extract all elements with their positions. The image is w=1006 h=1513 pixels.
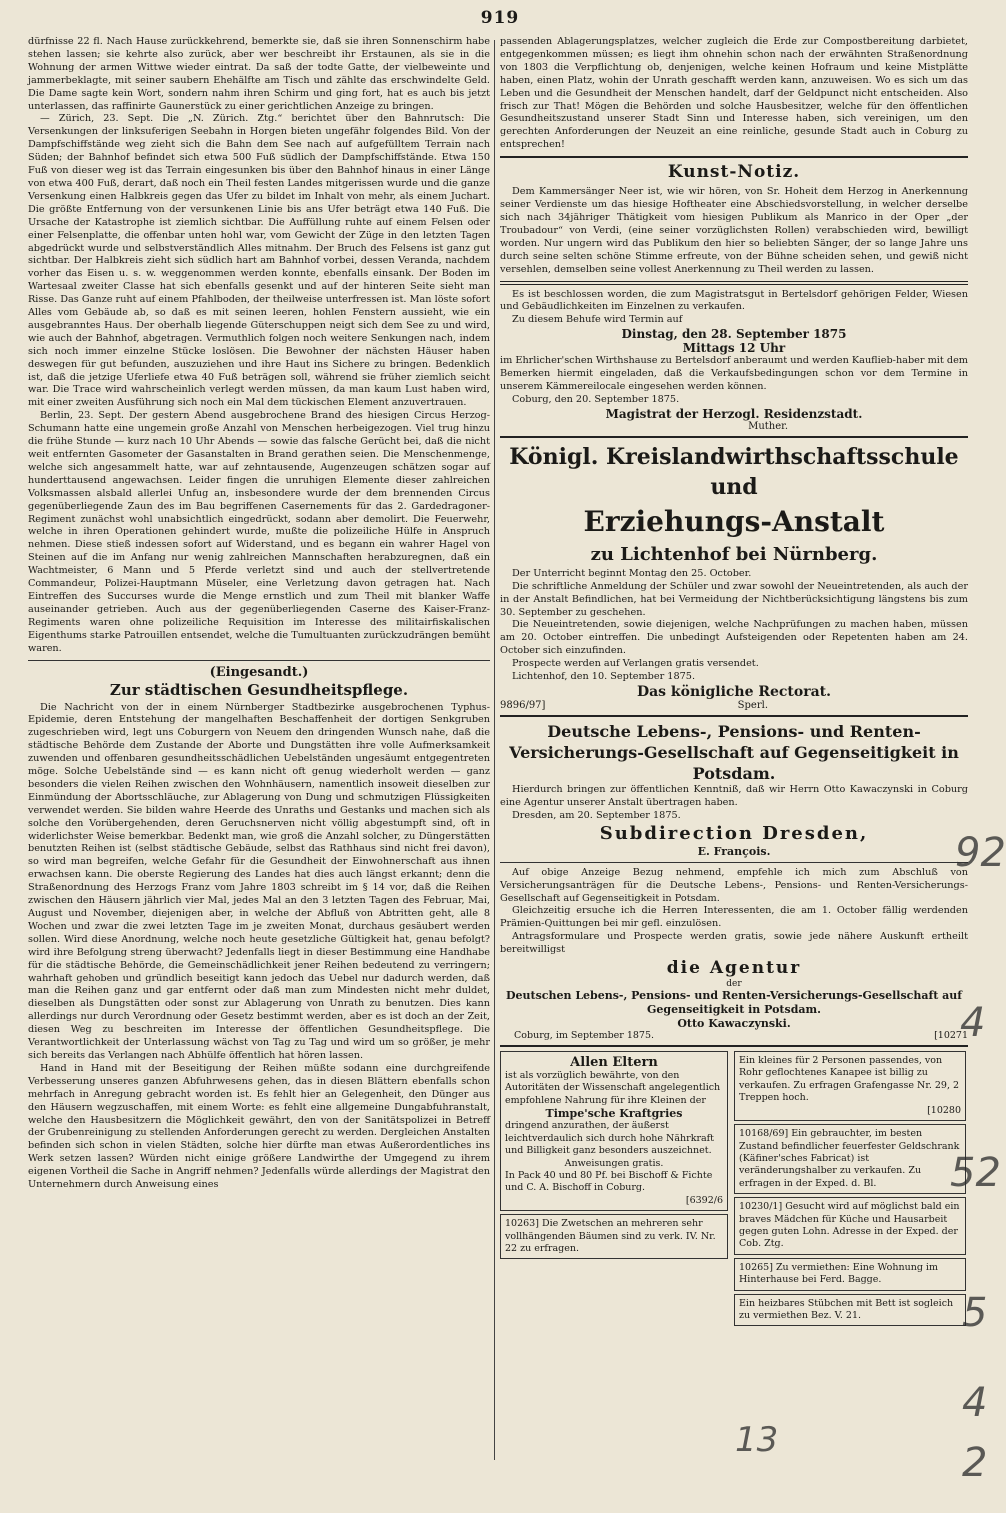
agency-title: die Agentur: [666, 958, 802, 979]
sale-notice-text: Zu diesem Behufe wird Termin auf: [512, 314, 683, 326]
subdirection-title: Subdirection Dresden,: [599, 822, 869, 844]
school-place: Lichtenhof, den 10. September 1875.: [512, 671, 696, 683]
ad-eltern-text3: Anweisungen gratis.: [564, 1157, 664, 1169]
school-signature: Das königliche Rectorat.: [636, 684, 832, 700]
handwritten-mark: 2: [962, 1440, 988, 1486]
school-title-2: Erziehungs-Anstalt: [583, 504, 885, 538]
page-number: 919: [480, 8, 520, 28]
handwritten-mark: 4: [962, 1380, 988, 1426]
agency-place: Coburg, im September 1875.: [514, 1030, 655, 1042]
ad-zwetschen: [500, 1214, 728, 1259]
school-footer: [500, 700, 968, 711]
ad-eltern-text4: In Pack 40 und 80 Pf. bei Bischoff & Fichte und C. A. Bischoff in Coburg.: [505, 1169, 713, 1194]
column-divider: [494, 40, 495, 1460]
article-paragraph: Hand in Hand mit der Beseitigung der Reihen müßte sodann eine durchgreifende Verbesserung unseres ganzen Abfuhrwesens gehen, das in diesen Blättern ebenfalls schon mehrfach in Anregung gebracht worden ist. Es fehlt hier an Gelegenheit, den Dünger aus den Häusern wegzuschaffen, mit einem Worte: es fehlt eine allgemeine Dungabfuhranstalt, welche den Hausbesitzern die Möglichkeit gewährt, den von der Sanitätspolizei in Betreff der Grubenreinigung zu stellenden Anforderungen gerecht zu werden. Dergleichen Anstalten befinden sich schon in vielen Städten, solche hier dürfte man etwas Außerordentliches ins Werk setzen lassen? Würden nicht einige größere Landwirthe der Umgegend zu ihrem eigenen Vortheil die Sache in Angriff nehmen? Jedenfalls würde allerdings der Magistrat den Unternehmern durch Anweisung eines: [28, 1062, 490, 1191]
handwritten-mark: 92: [955, 830, 1006, 876]
article-paragraph: dürfnisse 22 fl. Nach Hause zurückkehrend, bemerkte sie, daß sie ihren Sonnenschirm habe stehen lassen; sie kehrte also zurück, aber wer beschreibt ihr Erstaunen, als sie in die Wohnung der armen Wittwe wieder eintrat. Da saß der todte Gatte, der vielbeweinte und jammerbeklagte, mit seiner saubern Ehehälfte am Tisch und zählte das erschwindelte Geld. Die Dame sagte kein Wort, sondern nahm ihren Schirm und ging fort, hat es auch bis jetzt unterlassen, das raffinirte Gaunerstück zu einer gerichtlichen Anzeige zu bringen.: [28, 36, 490, 112]
kunst-notiz-text: Dem Kammersänger Neer ist, wie wir hören, von Sr. Hoheit dem Herzog in Anerkennung seiner Verdienste um das hiesige Hoftheater eine Abschiedsvorstellung, in welcher derselbe sich nach 34jähriger Thätigkeit vom hiesigen Publikum als Manrico in der Oper „der Troubadour“ von Verdi, (eine seiner vorzüglichsten Rollen) verabschieden wird, bewilligt worden. Nur ungern wird das Publikum den hier so beliebten Sänger, der so lange Jahre uns durch seine selten schöne Stimme erfreute, von der Bühne scheiden sehen, und gewiß nicht versehlen, demselben seine vollest Anerkennung zu Theil werden zu lassen.: [500, 186, 968, 275]
school-text: Die schriftliche Anmeldung der Schüler und zwar sowohl der Neueintretenden, als auch der in der Anstalt Befindlichen, hat bei Vermeidung der Nichtberücksichtigung längstens bis zum 30. September zu geschehen.: [500, 580, 968, 618]
ad-eltern-text2: dringend anzurathen, der äußerst leichtverdaulich sich durch hohe Nährkraft und Billigkeit ganz besonders auszeichnet.: [505, 1120, 714, 1157]
handwritten-mark: 13: [735, 1420, 779, 1460]
agency-code: [10271: [934, 1030, 968, 1042]
school-text: Die Neueintretenden, sowie diejenigen, welche Nachprüfungen zu machen haben, müssen am 20. October eintreffen. Die unbedingt Aufsteigenden oder Repetenten haben am 24. October sich einzufinden.: [500, 619, 968, 657]
school-code: 9896/97]: [500, 700, 546, 711]
insurance-place: Dresden, am 20. September 1875.: [512, 809, 681, 821]
school-title-3: zu Lichtenhof bei Nürnberg.: [590, 543, 878, 565]
ad-stuebchen-text: Ein heizbares Stübchen mit Bett ist sogleich zu vermiethen Bez. V. 21.: [739, 1297, 954, 1321]
sale-place: Coburg, den 20. September 1875.: [512, 393, 680, 405]
left-column: [28, 36, 490, 1192]
ad-eltern-code: [6392/6: [685, 1194, 723, 1206]
divider: [500, 1045, 968, 1047]
divider: [500, 715, 968, 717]
insurance-text: Auf obige Anzeige Bezug nehmend, empfehle ich mich zum Abschluß von Versicherungsanträgen für die Deutsche Lebens-, Pensions- und Renten-Versicherungs-Gesellschaft auf Gegenseitigkeit in Potsdam.: [500, 866, 968, 904]
ad-stuebchen: [734, 1294, 966, 1327]
ad-maedchen: [734, 1197, 966, 1255]
ad-zwetschen-text: 10263] Die Zwetschen an mehreren sehr vollhängenden Bäumen sind zu verk. IV. Nr. 22 zu erfragen.: [505, 1218, 716, 1254]
ad-eltern-text: ist als vorzüglich bewährte, von den Autoritäten der Wissenschaft angelegentlich empfohlene Nahrung für ihre Kleinen der: [505, 1070, 721, 1106]
sale-date: Dinstag, den 28. September 1875: [621, 327, 847, 342]
sale-notice-text: im Ehrlicher'schen Wirthshause zu Bertelsdorf anberaumt und werden Kauflieb-haber mit dem Bemerken hiermit eingeladen, daß die Verkaufsbedingungen schon vor dem Termine in unserem Kämmereilocale eingesehen werden können.: [500, 355, 968, 393]
divider: [500, 156, 968, 158]
ad-column-right: [734, 1051, 966, 1326]
ad-eltern-product: Timpe'sche Kraftgries: [545, 1107, 683, 1121]
article-title: Zur städtischen Gesundheitspflege.: [109, 680, 409, 699]
agency-name: Deutschen Lebens-, Pensions- und Renten-Versicherungs-Gesellschaft auf Gegenseitigkeit in Potsdam.: [505, 989, 962, 1017]
agency-der: der: [726, 979, 742, 990]
ad-kanapee: [734, 1051, 966, 1121]
sale-name: Muther.: [748, 420, 788, 432]
ad-eltern-title: Allen Eltern: [570, 1055, 658, 1071]
ad-geldschrank-text: 10168/69] Ein gebrauchter, im besten Zustand befindlicher feuerfester Geldschrank (Käfiner'sches Fabricat) ist veränderungshalber zu verkaufen. Zu erfragen in der Exped. d. Bl.: [739, 1128, 960, 1189]
ad-wohnung-text: 10265] Zu vermiethen: Eine Wohnung im Hinterhause bei Ferd. Bagge.: [739, 1261, 938, 1286]
article-zurich: — Zürich, 23. Sept. Die „N. Zürich. Ztg.“ berichtet über den Bahnrutsch: Die Versenkungen der linksuferigen Seebahn in Horgen bieten ungefähr folgendes Bild. Von der Dampfschiffstände weg zieht sich die Bahn dem See nach auf aufgefülltem Terrain nach Süden; der Bahnhof befindet sich etwa 500 Fuß südlich der Dampfschiffstände. Etwa 150 Fuß von dieser weg ist das Terrain eingesunken bis über den Bahnhof hinaus in einer Länge von etwa 400 Fuß, derart, daß noch ein Theil festen Landes mitgerissen wurde und die ganze Versenkung einen Halbkreis gegen das Ufer zu bildet im Inhalt von mehr, als einem Juchart. Die größte Entfernung von der versunkenen Linie bis ans Ufer beträgt etwa 140 Fuß. Die Ursache der Katastrophe ist ziemlich sichtbar. Die Auffüllung ruhte auf einem Felsen oder einer Felsenplatte, die offenbar unten hohl war, vom Gewicht der Züge in den letzten Tagen abgedrückt wurde und selbstverständlich Alles mitnahm. Der Bruch des Felsens ist ganz gut sichtbar. Der Halbkreis zieht sich südlich hart am Bahnhof vorbei, dessen Veranda, nachdem vorher das Eisen u. s. w. weggenommen werden konnte, ebenfalls einsank. Der Boden im Wartesaal zweiter Classe hat sich ebenfalls gesenkt und auf der hinteren Seite sieht man Risse. Das Ganze ruht auf einem Pfahlboden, der theilweise unterfressen ist. Man löste sofort Alles vom Gebäude ab, so daß es mit seinen leeren, hohlen Fenstern aussieht, wie ein ausgebranntes Haus. Der oberhalb liegende Güterschuppen neigt sich dem See zu und wird, wie auch der Bahnhof, abgetragen. Vermuthlich folgen noch weitere Senkungen nach, indem sich noch immer einzelne Stücke loslösen. Die Bewohner der nächsten Häuser haben deswegen für gut befunden, auszuziehen und ihre Haut ins Sichere zu bringen. Bedenklich ist, daß die jetzige Uferliefe etwa 40 Fuß beträgen soll, während sie früher ziemlich seicht war. Die Trace wird wahrscheinlich verlegt werden müssen, da man kaum Lust haben wird, mit einer zweiten Ausführung sich noch ein Mal dem tückischen Element anzuvertrauen.: [28, 113, 490, 409]
right-column: [500, 36, 968, 1326]
divider: [500, 281, 968, 285]
ad-wohnung: [734, 1258, 966, 1291]
eingesandt-label: (Eingesandt.): [209, 664, 309, 680]
insurance-text: Antragsformulare und Prospecte werden gratis, sowie jede nähere Auskunft ertheilt bereitwilligst: [500, 931, 968, 956]
sale-time: Mittags 12 Uhr: [682, 341, 786, 356]
article-paragraph: Die Nachricht von der in einem Nürnberger Stadtbezirke ausgebrochenen Typhus-Epidemie, deren Entstehung der mangelhaften Beschaffenheit der dortigen Senkgruben zugeschrieben wird, legt uns Coburgern von Neuem den dringenden Wunsch nahe, daß die städtische Behörde dem Zustande der Aborte und Dungstätten ihre volle Aufmerksamkeit zuwenden und offenbaren gesundheitsschädlichen Uebelständen ungesäumt entgegentreten möge. Solche Uebelstände sind — es kann nicht oft genug wiederholt werden — ganz besonders die vielen Reihen zwischen den Wohnhäusern, namentlich insoweit dieselben zur Einmündung der Abortsschläuche, zur Ablagerung von Dung und schmutzigen Flüssigkeiten verwendet werden. Sie bilden wahre Heerde des Unraths und Gestanks und machen sich als solche den Vorübergehenden, deren Geruchsnerven nicht völlig abgestumpft sind, oft in widerlichster Weise bemerkbar. Bedenkt man, wie groß die Anzahl solcher, zu Düngerstätten benutzten Reihen ist (selbst städtische Gebäude, selbst das Rathhaus sind nicht frei davon), so wird man begreifen, welche Gefahr für die Gesundheit der Einwohnerschaft aus ihnen erwachsen kann. Die oberste Regierung des Landes hat dies auch längst erkannt; denn die Straßenordnung des Herzogs Franz vom Jahre 1803 schreibt im § 14 vor, daß die Reihen zwischen den Häusern jährlich vier Mal, jedes Mal an den 3 letzten Tagen des Februar, Mai, August und November, diejenigen aber, in welche der Abfluß von Abtritten geht, alle 8 Wochen und zwar die zwei letzten Tage im je zweiten Monat, durchaus gesäubert werden sollen. Wird diese Anordnung, welche noch heute gesetzliche Gültigkeit hat, genau befolgt? wird ihre Befolgung streng überwacht? Jedenfalls liegt in dieser Bestimmung eine Handhabe für die städtische Behörde, die Gemeinschädlichkeit jener Reihen bedeutend zu verringern; wahrhaft gehoben und gründlich beseitigt kann jedoch das Uebel nur dadurch werden, daß man die Reihen ganz und gar entfernt oder daß man zum Mindesten nicht mehr duldet, dieselben als Dungstätten oder sonst zur Ablagerung von Unrath zu benutzen. Dies kann allerdings nur durch Verordnung oder Gesetz bestimmt werden, aber es ist doch an der Zeit, diesen Weg zu beschreiten im Interesse der öffentlichen Gesundheitspflege. Die Verantwortlichkeit der Unterlassung wächst von Tag zu Tag und wird um so größer, je mehr sich bereits das Verlangen nach Abhülfe öffentlich hat hören lassen.: [28, 701, 490, 1061]
classified-ads: [500, 1051, 968, 1326]
agency-footer: [500, 1030, 968, 1041]
ad-eltern: [500, 1051, 728, 1211]
subdirection-name: E. François.: [697, 844, 771, 858]
sale-notice-text: Es ist beschlossen worden, die zum Magistratsgut in Bertelsdorf gehörigen Felder, Wiesen und Gebäudlichkeiten im Einzelnen zu verkaufen.: [500, 288, 968, 313]
school-text: Der Unterricht beginnt Montag den 25. October.: [512, 567, 752, 579]
ad-geldschrank: [734, 1124, 966, 1194]
agency-person: Otto Kawaczynski.: [677, 1017, 791, 1031]
handwritten-mark: 5: [962, 1290, 988, 1336]
ad-kanapee-code: [10280: [927, 1104, 961, 1116]
school-name: Sperl.: [737, 700, 768, 711]
handwritten-mark: 52: [950, 1150, 1001, 1196]
divider: [28, 660, 490, 661]
ad-kanapee-text: Ein kleines für 2 Personen passendes, von Rohr geflochtenes Kanapee ist billig zu verkaufen. Zu erfragen Grafengasse Nr. 29, 2 Treppen hoch.: [739, 1055, 960, 1104]
divider: [500, 862, 968, 863]
divider: [500, 436, 968, 438]
ad-column-left: [500, 1051, 728, 1326]
school-title-1: Königl. Kreislandwirthschaftsschule und: [509, 443, 959, 500]
school-text: Prospecte werden auf Verlangen gratis versendet.: [512, 658, 759, 670]
article-paragraph: passenden Ablagerungsplatzes, welcher zugleich die Erde zur Compostbereitung darbietet, entgegenkommen müssen; es liegt ihm ohnehin schon nach der erwähnten Straßenordnung von 1803 die Verpflichtung ob, denjenigen, welche keinen Hofraum und keine Mistplätte haben, einen Platz, wohin der Unrath geschafft werden kann, anzuweisen. Wo es sich um das Leben und die Gesundheit der Menschen handelt, darf der Geldpunct nicht entscheiden. Also frisch zur That! Mögen die Behörden und solche Hausbesitzer, welche für den öffentlichen Gesundheitszustand unserer Stadt Sinn und Interesse haben, sich vereinigen, um den gerechten Anforderungen der Neuzeit an eine reinliche, gesunde Stadt auch in Coburg zu entsprechen!: [500, 36, 968, 151]
insurance-text: Hierdurch bringen zur öffentlichen Kenntniß, daß wir Herrn Otto Kawaczynski in Coburg eine Agentur unserer Anstalt übertragen haben.: [500, 784, 968, 808]
article-berlin: Berlin, 23. Sept. Der gestern Abend ausgebrochene Brand des hiesigen Circus Herzog-Schumann hatte eine ungemein große Anzahl von Menschen herbeigezogen. Viel trug hinzu die frühe Stunde — kurz nach 10 Uhr Abends — sowie das falsche Gerücht bei, daß die nicht weit entfernten Gasometer der Gasanstalten in Brand gerathen seien. Die Menschenmenge, welche sich angesammelt hatte, war auf zehntausende, Augenzeugen schätzen sogar auf hunderttausend angewachsen. Leider fingen die unruhigen Elemente dieser zahlreichen Volksmassen alsbald allerlei Unfug an, insbesondere wurde der dem brennenden Circus gegenüberliegende Zaun des im Bau begriffenen Casernements für das 2. Gardedragoner-Regiment zunächst wohl unabsichtlich eingedrückt, sodann aber demolirt. Die Feuerwehr, welche in ihren Operationen gehindert wurde, mußte die polizeiliche Hülfe in Anspruch nehmen. Diese stieß indessen sofort auf Widerstand, und es begann ein wahrer Hagel von Steinen auf die im Anfang nur wenig zahlreichen Mannschaften herabzuregnen, daß ein Wachtmeister, 6 Mann und 5 Pferde verletzt sind und auch der stellvertretende Commandeur, Polizei-Hauptmann Müseler, eine Verletzung davon getragen hat. Nach Eintreffen des Succurses wurde die Menge ernstlich und zum Theil mit blanker Waffe auseinander getrieben. Auch aus der gegenüberliegenden Caserne des Kaiser-Franz-Regiments waren ohne polizeiliche Requisition im Interesse des militairfiskalischen Eigenthums starke Patrouillen entsendet, welche die Tumultuanten zurückzudrängen bemüht waren.: [28, 410, 490, 654]
kunst-notiz-title: Kunst-Notiz.: [667, 162, 801, 183]
ad-maedchen-text: 10230/1] Gesucht wird auf möglichst bald ein braves Mädchen für Küche und Hausarbeit gegen guten Lohn. Adresse in der Exped. der Cob. Ztg.: [739, 1201, 960, 1250]
handwritten-mark: 4: [960, 1000, 986, 1046]
sale-signature: Magistrat der Herzogl. Residenzstadt.: [605, 406, 863, 421]
insurance-text: Gleichzeitig ersuche ich die Herren Interessenten, die am 1. October fällig werdenden Prämien-Quittungen bei mir gefl. einzulösen.: [500, 905, 968, 930]
insurance-title: Deutsche Lebens-, Pensions- und Renten-Versicherungs-Gesellschaft auf Gegenseitigkeit in Potsdam.: [509, 722, 959, 783]
